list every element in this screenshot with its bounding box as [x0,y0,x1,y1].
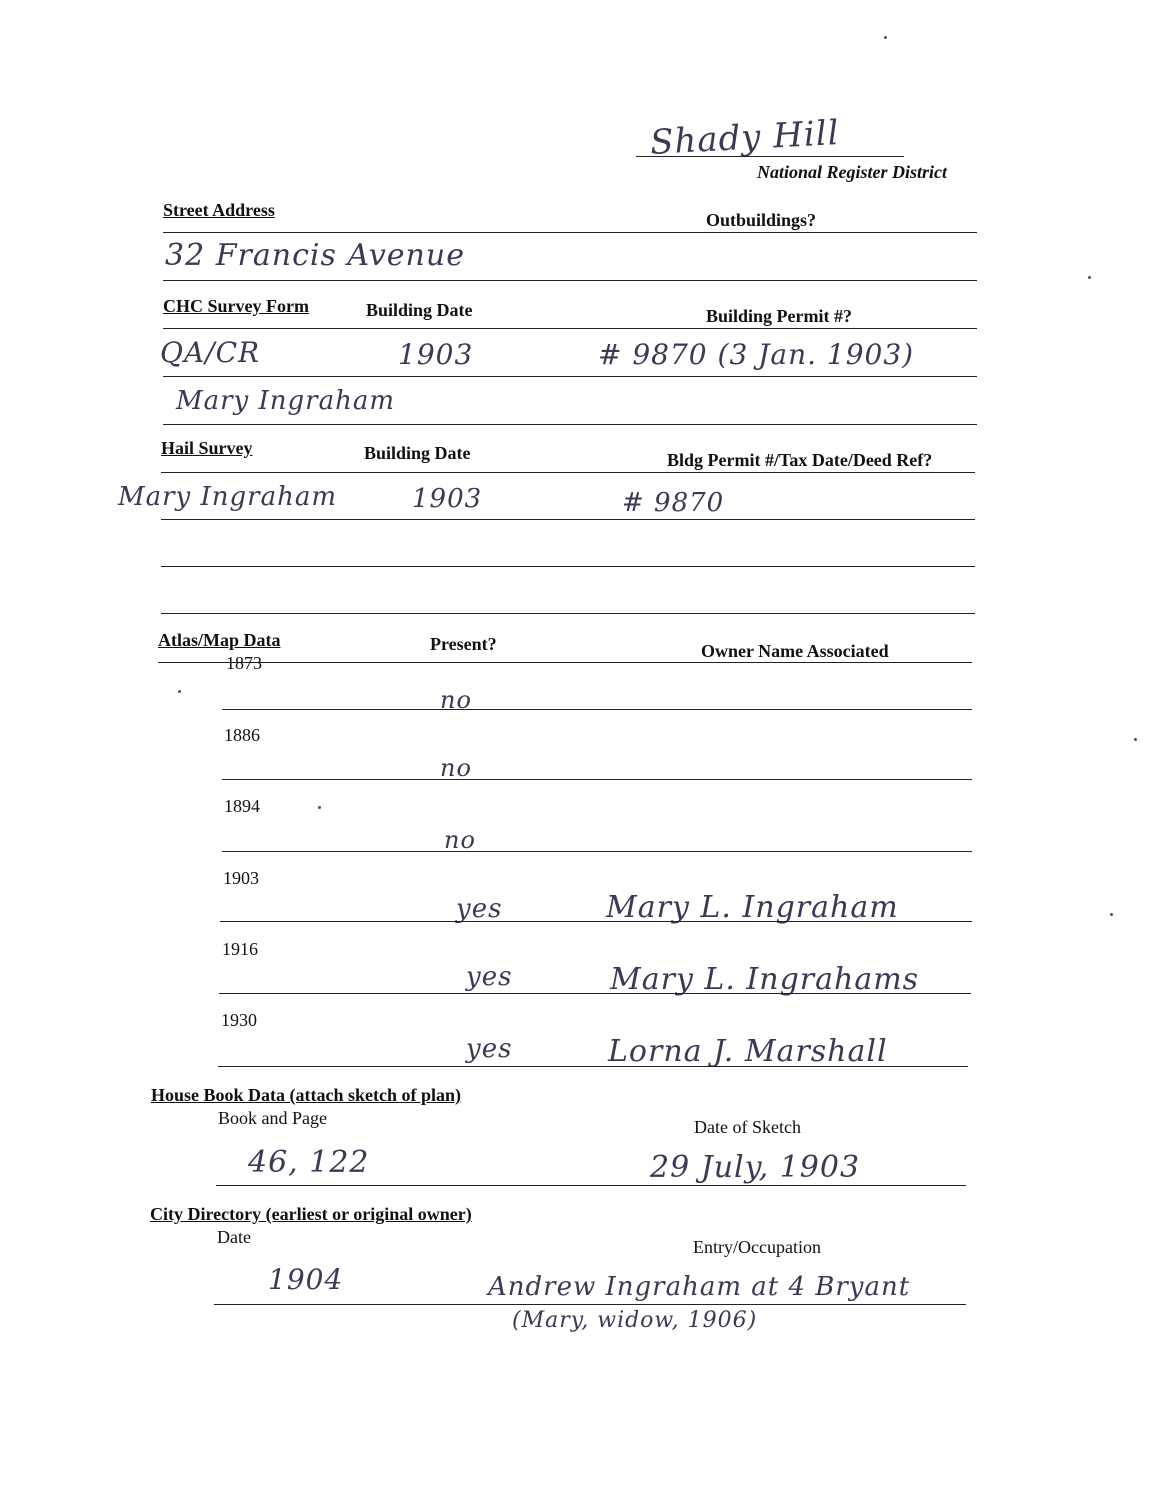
chc-building-permit-label: Building Permit #? [706,306,853,326]
hail-line-3 [161,566,975,567]
city-directory-note-value: (Mary, widow, 1906) [512,1308,758,1333]
chc-note-value: Mary Ingraham [176,386,395,416]
scan-speck [1110,913,1113,916]
atlas-present-1930: yes [466,1034,513,1064]
chc-building-permit-value: # 9870 (3 Jan. 1903) [598,338,915,371]
hail-building-date-label: Building Date [364,443,471,463]
city-directory-entry-value: Andrew Ingraham at 4 Bryant [488,1272,911,1302]
atlas-present-1886: no [440,754,472,782]
atlas-year-1916: 1916 [222,939,258,959]
chc-building-date-label: Building Date [366,300,473,320]
hail-permit-label: Bldg Permit #/Tax Date/Deed Ref? [667,450,933,470]
scan-speck [318,806,321,809]
atlas-year-1903: 1903 [223,868,259,888]
district-name-handwritten: Shady Hill [649,113,841,163]
atlas-rule-1916 [219,993,971,994]
city-directory-date-label: Date [217,1227,251,1247]
house-book-data-label: House Book Data (attach sketch of plan) [151,1085,462,1105]
hail-building-date-value: 1903 [412,484,483,514]
scan-speck [884,36,887,39]
atlas-year-1930: 1930 [221,1010,257,1030]
atlas-year-1886: 1886 [224,725,260,745]
chc-line-3 [163,424,977,425]
chc-rule [163,328,977,329]
atlas-present-1903: yes [456,894,503,924]
hail-line-2 [161,519,975,520]
present-label: Present? [430,634,497,654]
hail-survey-value: Mary Ingraham [118,482,337,512]
scan-speck [1134,738,1137,741]
date-of-sketch-label: Date of Sketch [694,1117,801,1137]
outbuildings-label: Outbuildings? [706,210,817,230]
street-address-line-2 [163,280,977,281]
chc-building-date-value: 1903 [398,338,474,371]
date-of-sketch-value: 29 July, 1903 [650,1150,861,1185]
atlas-owner-1916: Mary L. Ingrahams [610,962,920,997]
scan-speck [1088,276,1091,279]
atlas-present-1873: no [440,686,472,714]
atlas-rule-1930 [218,1066,968,1067]
city-directory-rule [214,1304,966,1305]
book-and-page-value: 46, 122 [248,1145,370,1180]
hail-line-4 [161,613,975,614]
atlas-owner-1930: Lorna J. Marshall [608,1034,888,1069]
district-label: National Register District [757,162,948,182]
district-name-line [636,156,904,157]
scan-speck [178,690,181,693]
street-address-label: Street Address [163,200,275,220]
atlas-rule-1903 [220,921,972,922]
hail-rule [161,472,975,473]
atlas-rule-1894 [222,851,972,852]
hail-survey-label: Hail Survey [161,438,253,458]
house-book-rule [216,1185,966,1186]
atlas-present-1916: yes [466,962,513,992]
city-directory-date-value: 1904 [268,1263,344,1296]
chc-survey-form-label: CHC Survey Form [163,296,309,316]
atlas-header-rule [158,662,972,663]
atlas-map-data-label: Atlas/Map Data [158,630,281,650]
city-directory-label: City Directory (earliest or original owner) [150,1204,472,1224]
hail-permit-value: # 9870 [622,488,725,518]
chc-line-2 [163,376,977,377]
street-address-value: 32 Francis Avenue [165,238,465,273]
atlas-present-1894: no [444,826,476,854]
atlas-owner-1903: Mary L. Ingraham [606,890,899,925]
entry-occupation-label: Entry/Occupation [693,1237,821,1257]
street-address-rule [163,232,977,233]
chc-survey-form-value: QA/CR [160,336,261,369]
book-and-page-label: Book and Page [218,1108,327,1128]
atlas-rule-1873 [222,709,972,710]
atlas-rule-1886 [222,779,972,780]
atlas-year-1894: 1894 [224,796,260,816]
owner-name-label: Owner Name Associated [701,641,889,661]
atlas-year-1873: 1873 [226,653,262,673]
